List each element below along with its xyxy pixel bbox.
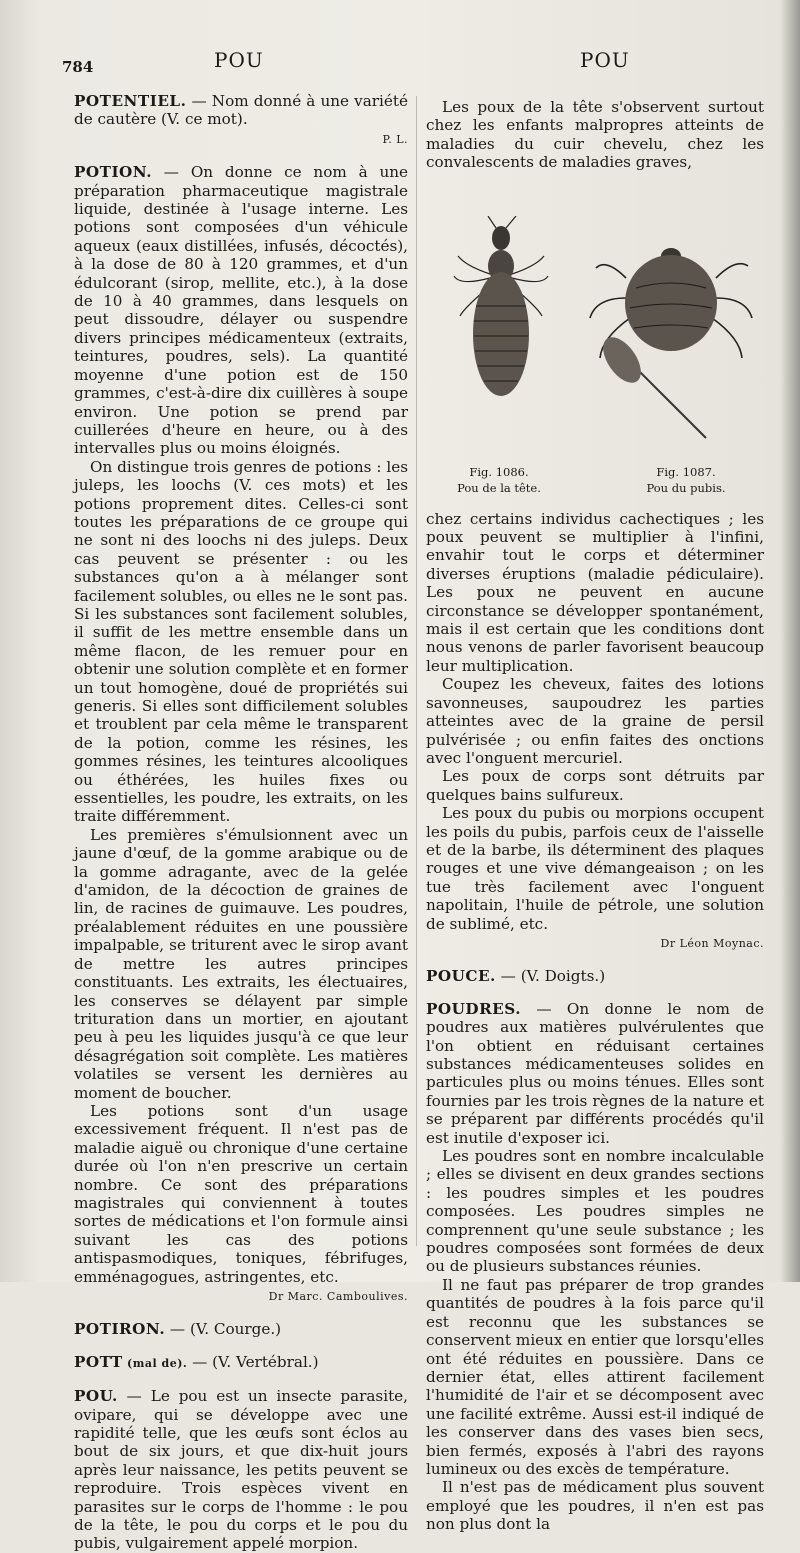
entry-text: — Nom donné à une variété de cautère (V. ce mot).: [74, 92, 408, 129]
pubic-louse-illustration: [586, 248, 756, 448]
paragraph: chez certains individus cachectiques ; les poux peuvent se multiplier à l'infini, envahir tout le corps et déterminer diverses éruptions (maladie pédiculaire). Les poux ne peuvent en aucune circonstance se développer spontanément, mais il est certain que les conditions dont nous venons de parler favorisent beaucoup leur multiplication.: [426, 509, 764, 675]
entry-text: — (V. Courge.): [165, 1320, 282, 1339]
paragraph: Il n'est pas de médicament plus souvent employé que les poudres, il n'en est pas non plus dont la: [426, 1478, 764, 1534]
column-divider: [416, 96, 417, 1246]
figure-1086-caption: Fig. 1086. Pou de la tête.: [457, 464, 541, 495]
figure-block: [426, 178, 764, 504]
left-column: [74, 92, 408, 1553]
page-number: 784: [62, 58, 94, 76]
entry-text: — (V. Doigts.): [495, 967, 606, 986]
entry-poudres: [426, 1000, 764, 1147]
head-louse-illustration: [446, 216, 556, 406]
headword-potion: POTION.: [74, 163, 152, 182]
headword-pott: POTT: [74, 1352, 123, 1371]
paragraph: Les poux du pubis ou morpions occupent les poils du pubis, parfois ceux de l'aisselle et de la barbe, ils déterminent des plaques rouges et une vive démangeaison ; on les tue très facilement avec l'onguent napolitain, l'huile de pétrole, une solution de sublimé, etc.: [426, 804, 764, 933]
headword-pou: POU.: [74, 1387, 118, 1406]
entry-pouce: [426, 967, 764, 985]
entry-potion: [74, 163, 408, 458]
right-column: [426, 98, 764, 1534]
running-head-right: POU: [580, 48, 630, 72]
paragraph: Les potions sont d'un usage excessivement fréquent. Il n'est pas de maladie aiguë ou chronique d'une certaine durée où l'on n'en prescrive un certain nombre. Ce sont des préparations magistrales qui conviennent à toutes sortes de médications et l'on formule ainsi suivant les cas des potions antispasmodiques, toniques, fébrifuges, emménagogues, astringentes, etc.: [74, 1101, 408, 1286]
paragraph: Coupez les cheveux, faites des lotions savonneuses, saupoudrez les parties atteintes avec de la graine de persil pulvérisée ; ou enfin faites des onctions avec l'onguent mercuriel.: [426, 675, 764, 767]
running-head-left: POU: [214, 48, 264, 72]
paragraph: Il ne faut pas préparer de trop grandes quantités de poudres à la fois parce qu'il est reconnu que les substances se conservent mieux en entier que lorsqu'elles ont été réduites en poussière. Dans ce dernier état, elles attirent facilement l'humidité de l'air et se décomposent avec une facilité extrême. Aussi est-il indiqué de les conserver dans des vases bien secs, bien fermés, exposés à l'abri des rayons lumineux ou des excès de température.: [426, 1275, 764, 1478]
signature: Dr Léon Moynac.: [660, 936, 764, 950]
figure-1087-caption: Fig. 1087. Pou du pubis.: [646, 464, 726, 495]
entry-pou: [74, 1387, 408, 1553]
headword-pouce: POUCE.: [426, 967, 496, 986]
headword-poudres: POUDRES.: [426, 999, 521, 1018]
entry-potiron: [74, 1320, 408, 1338]
paragraph: On distingue trois genres de potions : les juleps, les loochs (V. ces mots) et les potions proprement dites. Celles-ci sont toutes les préparations de ce groupe qui ne sont ni des loochs ni des juleps. Deux cas peuvent se présenter : ou les substances qu'on a à mélanger sont facilement solubles, ou elles ne le sont pas. Si les substances sont facilement solubles, il suffit de les mettre ensemble dans un même flacon, de les remuer pour en obtenir une solution complète et en former un tout homogène, doué de propriétés sui generis. Si elles sont difficilement solubles et troublent par cela même le transparent de la potion, comme les résines, les gommes résines, les teintures alcooliques ou éthérées, les huiles fixes ou essentielles, les poudre, les extraits, on les traite différemment.: [74, 457, 408, 826]
entry-potentiel: [74, 92, 408, 129]
headword-potiron: POTIRON.: [74, 1320, 166, 1339]
entry-text: — Le pou est un insecte parasite, ovipare, qui se développe avec une rapidité telle, que les œufs sont éclos au bout de six jours, et que dix-huit jours après leur naissance, les petits peuvent se reproduire. Trois espèces vivent en parasites sur le corps de l'homme : le pou de la tête, le pou du corps et le pou du pubis, vulgairement appelé morpion.: [74, 1387, 408, 1553]
entry-pott: [74, 1353, 408, 1373]
headword-potentiel: POTENTIEL.: [74, 92, 187, 110]
entry-text: — On donne ce nom à une préparation pharmaceutique magistrale liquide, destinée à l'usage interne. Les potions sont composées d'un véhicule aqueux (eaux distillées, infusés, décoctés), à la dose de 80 à 120 grammes, et d'un édulcorant (sirop, mellite, etc.), à la dose de 10 à 40 grammes, dans lesquels on peut dissoudre, délayer ou suspendre divers principes médicamenteux (extraits, teintures, poudres, sels). La quantité moyenne d'une potion est de 150 grammes, c'est-à-dire dix cuillères à soupe environ. Une potion se prend par cuillerées d'heure en heure, ou à des intervalles plus ou moins éloignés.: [74, 163, 408, 458]
paragraph: Les poudres sont en nombre incalculable ; elles se divisent en deux grandes sections : les poudres simples et les poudres composées. Les poudres simples ne comprennent qu'une seule substance ; les poudres composées sont formées de deux ou de plusieurs substances réunies.: [426, 1147, 764, 1276]
signature: P. L.: [382, 132, 408, 146]
headword-qualifier: (mal de).: [122, 1356, 188, 1370]
entry-text: — (V. Vertébral.): [187, 1352, 319, 1371]
paragraph: Les poux de la tête s'observent surtout chez les enfants malpropres atteints de maladies du cuir chevelu, chez les convalescents de maladies graves,: [426, 98, 764, 172]
paragraph: Les poux de corps sont détruits par quelques bains sulfureux.: [426, 767, 764, 804]
entry-text: — On donne le nom de poudres aux matières pulvérulentes que l'on obtient en réduisant certaines substances médicamenteuses solides en particules plus ou moins ténues. Elles sont fournies par les trois règnes de la nature et se préparent par différents procédés qu'il est inutile d'exposer ici.: [426, 999, 764, 1147]
paragraph: Les premières s'émulsionnent avec un jaune d'œuf, de la gomme arabique ou de la gomme adragante, avec de la gelée d'amidon, de la décoction de graines de lin, de racines de guimauve. Les poudres, préalablement réduites en une poussière impalpable, se triturent avec le sirop avant de mettre les autres principes constituants. Les extraits, les électuaires, les conserves se délayent par simple trituration dans un mortier, en ajoutant peu à peu les liquides jusqu'à ce que leur désagrégation soit complète. Les matières volatiles se versent les dernières au moment de boucher.: [74, 825, 408, 1102]
signature: Dr Marc. Camboulives.: [268, 1290, 408, 1303]
